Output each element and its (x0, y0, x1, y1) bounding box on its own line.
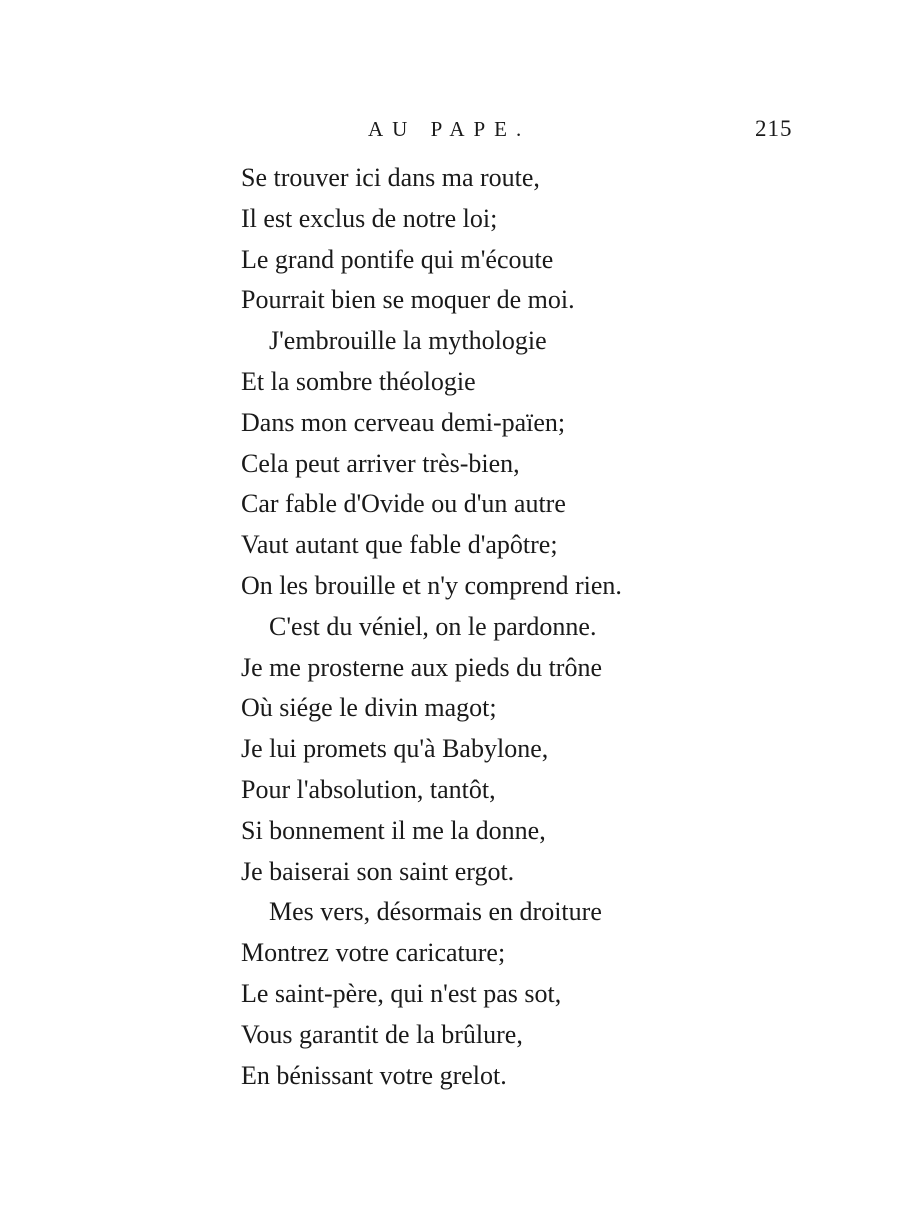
running-head (0, 112, 900, 146)
verse-line: Si bonnement il me la donne, (241, 815, 546, 845)
verse-line-stanza-start: Mes vers, désormais en droiture (269, 897, 602, 927)
verse-line: Je lui promets qu'à Babylone, (241, 734, 549, 764)
verse-line: En bénissant votre grelot. (241, 1060, 507, 1090)
verse-line: Car fable d'Ovide ou d'un autre (241, 489, 566, 519)
verse-line: Montrez votre caricature; (241, 938, 506, 968)
verse-line: Et la sombre théologie (241, 366, 476, 396)
verse-line: On les brouille et n'y comprend rien. (241, 570, 622, 600)
verse-line: Se trouver ici dans ma route, (241, 163, 540, 192)
verse-line: Pourrait bien se moquer de moi. (241, 285, 575, 315)
verse-line: Il est exclus de notre loi; (241, 203, 498, 233)
verse-line: Pour l'absolution, tantôt, (241, 774, 496, 804)
verse-line-stanza-start: J'embrouille la mythologie (269, 326, 547, 356)
verse-line: Je baiserai son saint ergot. (241, 856, 515, 886)
verse-line: Vous garantit de la brûlure, (241, 1019, 523, 1049)
verse-line-stanza-start: C'est du véniel, on le pardonne. (269, 611, 597, 641)
verse-line: Où siége le divin magot; (241, 693, 497, 723)
verse-line: Le grand pontife qui m'écoute (241, 244, 554, 274)
running-title: AU PAPE. (368, 117, 531, 141)
verse-line: Le saint-père, qui n'est pas sot, (241, 978, 562, 1008)
verse-line: Dans mon cerveau demi-païen; (241, 407, 566, 437)
verse-line: Cela peut arriver très-bien, (241, 448, 520, 478)
page-number: 215 (755, 116, 793, 141)
verse-line: Je me prosterne aux pieds du trône (241, 652, 603, 682)
poem-text (241, 158, 841, 1096)
verse-line: Vaut autant que fable d'apôtre; (241, 530, 558, 560)
